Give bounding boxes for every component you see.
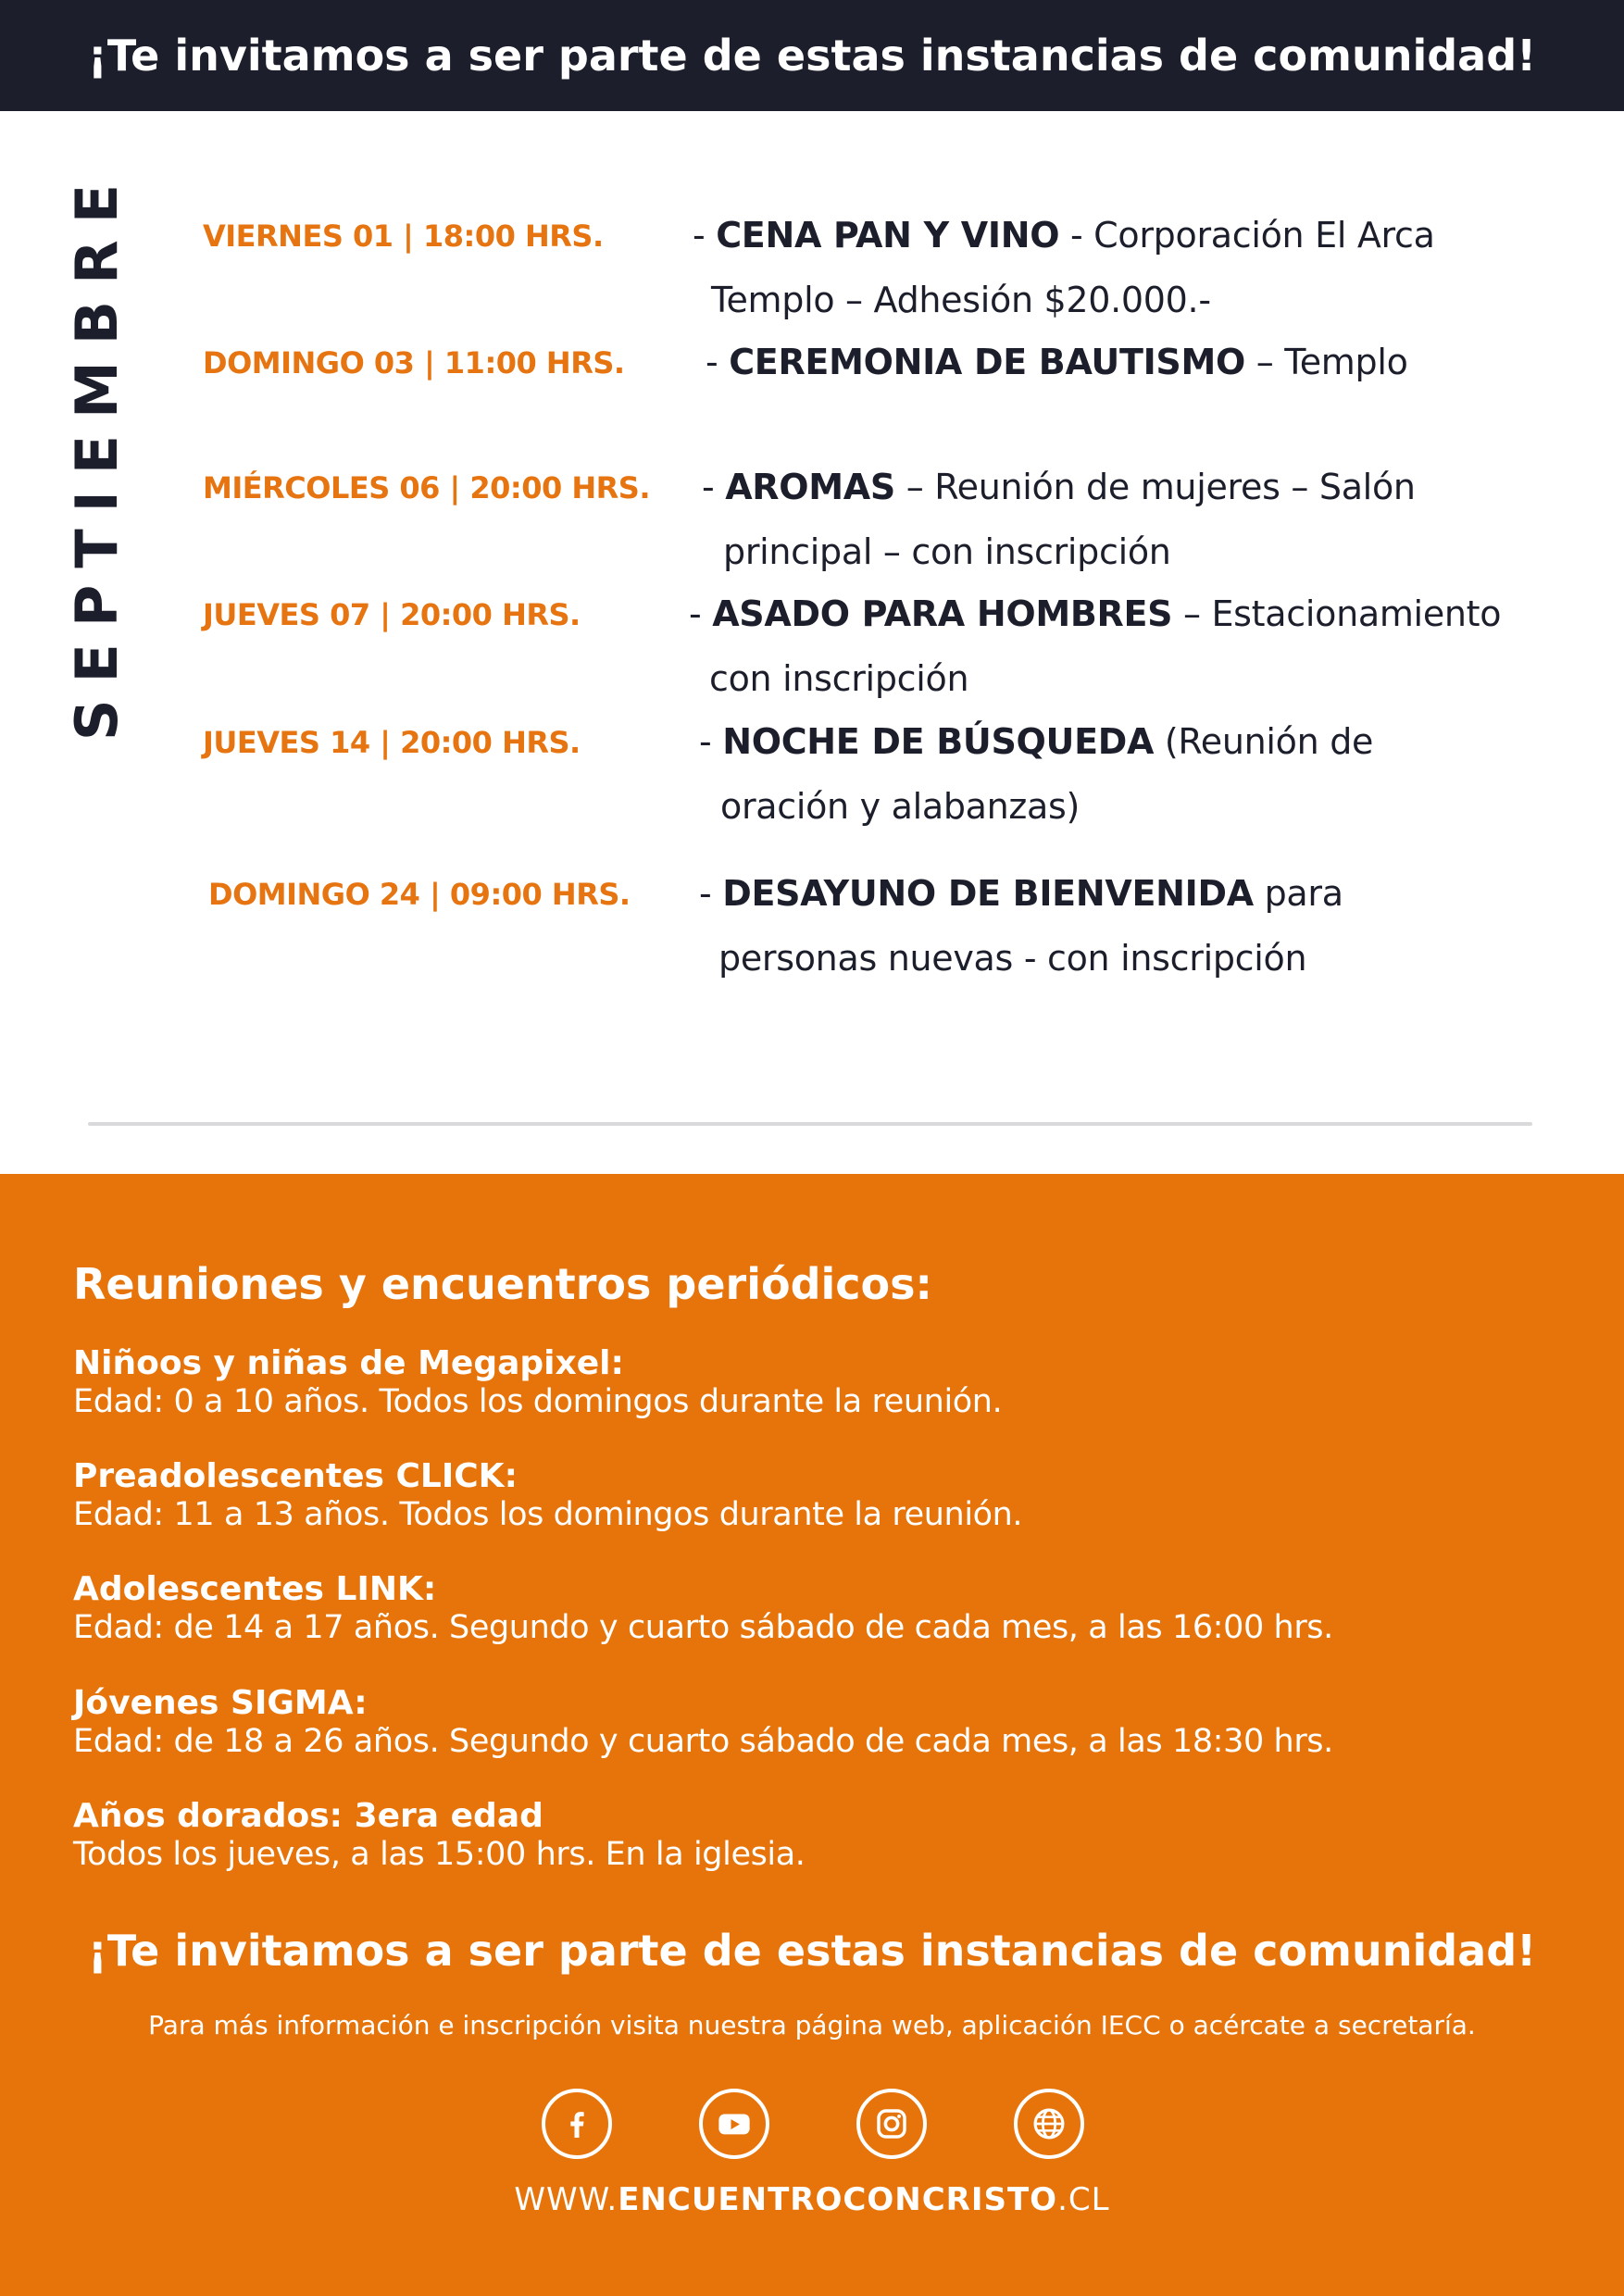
event-line-2: personas nuevas - con inscripción: [718, 938, 1307, 979]
event-line-2: Templo – Adhesión $20.000.-: [711, 280, 1211, 320]
group-name: Preadolescentes CLICK:: [73, 1457, 518, 1495]
event-line-1: - NOCHE DE BÚSQUEDA (Reunión de: [699, 721, 1374, 762]
group-name: Jóvenes SIGMA:: [73, 1684, 368, 1722]
facebook-icon[interactable]: [542, 2089, 612, 2159]
periodic-section: [0, 1174, 1624, 2296]
group-description: Edad: 0 a 10 años. Todos los domingos durante la reunión.: [73, 1383, 1003, 1420]
event-line-2: principal – con inscripción: [723, 531, 1171, 572]
group-description: Edad: de 18 a 26 años. Segundo y cuarto sábado de cada mes, a las 18:30 hrs.: [73, 1723, 1333, 1760]
event-date: JUEVES 07 | 20:00 HRS.: [203, 597, 581, 632]
event-date: DOMINGO 24 | 09:00 HRS.: [208, 877, 631, 912]
group-description: Todos los jueves, a las 15:00 hrs. En la iglesia.: [73, 1836, 806, 1873]
top-banner: [0, 0, 1624, 111]
event-date: MIÉRCOLES 06 | 20:00 HRS.: [203, 470, 650, 505]
header-title: ¡Te invitamos a ser parte de estas instancias de comunidad!: [87, 31, 1537, 81]
group-description: Edad: 11 a 13 años. Todos los domingos durante la reunión.: [73, 1496, 1023, 1533]
group-name: Adolescentes LINK:: [73, 1570, 437, 1608]
website-url[interactable]: WWW.ENCUENTROCONCRISTO.CL: [514, 2181, 1110, 2218]
event-line-2: oración y alabanzas): [720, 786, 1081, 827]
event-line-1: - DESAYUNO DE BIENVENIDA para: [699, 873, 1343, 914]
event-date: DOMINGO 03 | 11:00 HRS.: [203, 345, 625, 381]
bottom-invite-title: ¡Te invitamos a ser parte de estas instancias de comunidad!: [87, 1926, 1537, 1976]
month-name: SEPTIEMBRE: [63, 167, 131, 741]
event-title: AROMAS: [725, 467, 895, 507]
globe-icon[interactable]: [1014, 2089, 1084, 2159]
event-line-2: con inscripción: [709, 658, 969, 699]
group-name: Niñoos y niñas de Megapixel:: [73, 1344, 624, 1382]
instagram-icon[interactable]: [856, 2089, 927, 2159]
event-line-1: - CENA PAN Y VINO - Corporación El Arca: [693, 215, 1435, 256]
divider: [88, 1122, 1532, 1126]
event-title: CENA PAN Y VINO: [716, 215, 1060, 256]
info-text: Para más información e inscripción visita nuestra página web, aplicación IECC o acércate a secretaría.: [148, 2010, 1476, 2040]
section-title: Reuniones y encuentros periódicos:: [73, 1259, 932, 1309]
event-line-1: - CEREMONIA DE BAUTISMO – Templo: [706, 342, 1408, 382]
event-title: CEREMONIA DE BAUTISMO: [729, 342, 1246, 382]
youtube-icon[interactable]: [699, 2089, 769, 2159]
event-line-1: - AROMAS – Reunión de mujeres – Salón: [702, 467, 1416, 507]
event-title: ASADO PARA HOMBRES: [712, 593, 1173, 634]
event-title: DESAYUNO DE BIENVENIDA: [722, 873, 1254, 914]
group-description: Edad: de 14 a 17 años. Segundo y cuarto sábado de cada mes, a las 16:00 hrs.: [73, 1609, 1333, 1646]
month-label: [28, 167, 167, 741]
event-title: NOCHE DE BÚSQUEDA: [722, 721, 1155, 762]
event-date: VIERNES 01 | 18:00 HRS.: [203, 218, 604, 254]
social-links: [542, 2089, 1082, 2159]
event-line-1: - ASADO PARA HOMBRES – Estacionamiento: [689, 593, 1502, 634]
group-name: Años dorados: 3era edad: [73, 1797, 543, 1835]
event-date: JUEVES 14 | 20:00 HRS.: [203, 725, 581, 760]
